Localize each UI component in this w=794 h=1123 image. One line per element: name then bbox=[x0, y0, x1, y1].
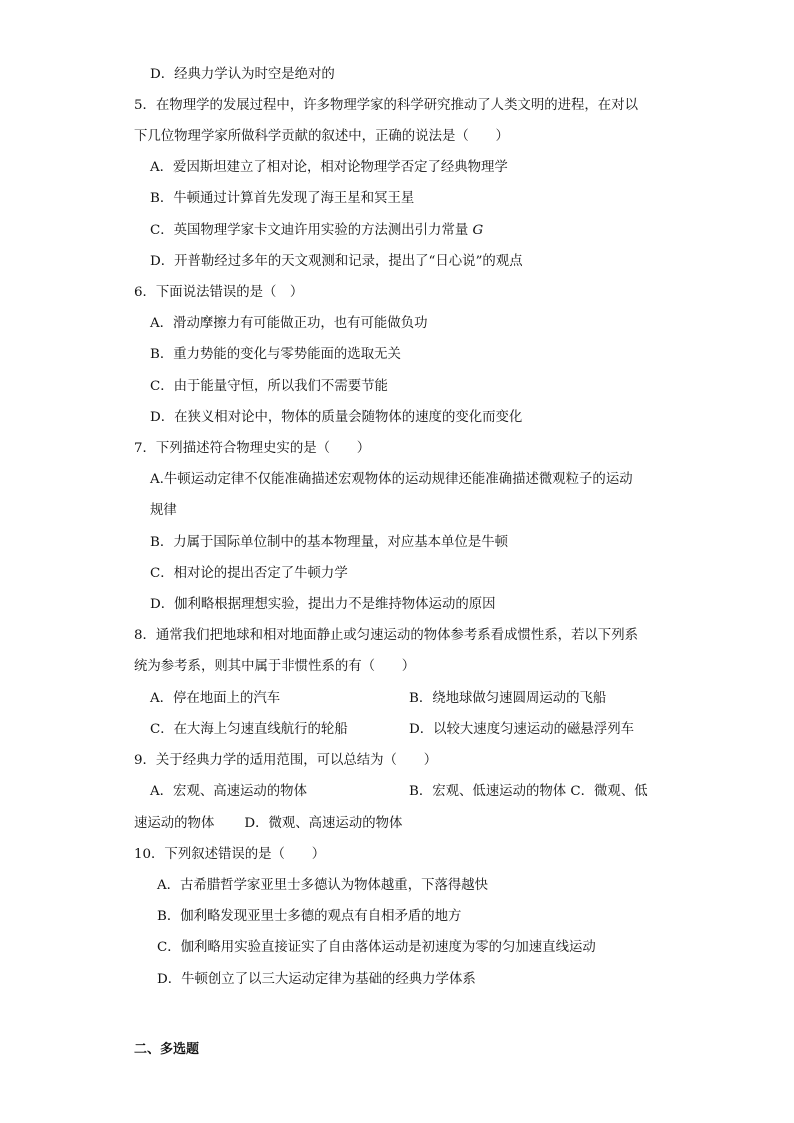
q7-option-b: B．力属于国际单位制中的基本物理量，对应基本单位是牛顿 bbox=[150, 535, 508, 550]
q5-option-d: D．开普勒经过多年的天文观测和记录，提出了“日心说”的观点 bbox=[150, 254, 523, 269]
q10-option-a: A．古希腊哲学家亚里士多德认为物体越重，下落得越快 bbox=[157, 878, 489, 893]
section-heading-multiple-choice: 二、多选题 bbox=[134, 1042, 200, 1057]
q4-option-d: D．经典力学认为时空是绝对的 bbox=[150, 67, 335, 82]
q9-option-a: A．宏观、高速运动的物体 bbox=[150, 784, 307, 799]
q9-option-c-part1: C．微观、低 bbox=[570, 784, 648, 799]
q6-option-b: B．重力势能的变化与零势能面的选取无关 bbox=[150, 347, 401, 362]
q7-option-a-line2: 规律 bbox=[150, 503, 177, 518]
q5-option-c-text: C．英国物理学家卡文迪许用实验的方法测出引力常量 bbox=[150, 223, 469, 238]
q5-stem-line1: 5．在物理学的发展过程中，许多物理学家的科学研究推动了人类文明的进程，在对以 bbox=[134, 98, 638, 113]
q7-option-d: D．伽利略根据理想实验，提出力不是维持物体运动的原因 bbox=[150, 597, 496, 612]
q8-option-c: C．在大海上匀速直线航行的轮船 bbox=[150, 722, 348, 737]
q8-stem-line1: 8．通常我们把地球和相对地面静止或匀速运动的物体参考系看成惯性系，若以下列系 bbox=[134, 628, 638, 643]
q6-option-a: A．滑动摩擦力有可能做正功，也有可能做负功 bbox=[150, 316, 428, 331]
q8-option-d: D．以较大速度匀速运动的磁悬浮列车 bbox=[409, 722, 634, 737]
q7-stem: 7．下列描述符合物理史实的是（ ） bbox=[134, 441, 371, 456]
q6-option-c: C．由于能量守恒，所以我们不需要节能 bbox=[150, 379, 388, 394]
q8-option-a: A．停在地面上的汽车 bbox=[150, 691, 281, 706]
q9-stem: 9．关于经典力学的适用范围，可以总结为（ ） bbox=[134, 753, 438, 768]
q5-stem-line2: 下几位物理学家所做科学贡献的叙述中，正确的说法是（ ） bbox=[134, 129, 509, 144]
q10-stem: 10．下列叙述错误的是（ ） bbox=[134, 847, 326, 862]
q5-option-c bbox=[150, 222, 483, 240]
q7-option-a-line1: A.牛顿运动定律不仅能准确描述宏观物体的运动规律还能准确描述微观粒子的运动 bbox=[150, 472, 633, 487]
q8-stem-line2: 统为参考系，则其中属于非惯性系的有（ ） bbox=[134, 659, 416, 674]
q5-option-b: B．牛顿通过计算首先发现了海王星和冥王星 bbox=[150, 191, 415, 206]
q9-option-bc-line bbox=[409, 783, 648, 801]
q6-option-d: D．在狭义相对论中，物体的质量会随物体的速度的变化而变化 bbox=[150, 410, 523, 425]
q9-option-d: D．微观、高速运动的物体 bbox=[244, 816, 403, 831]
q9-option-c-part2: 速运动的物体 bbox=[134, 816, 215, 831]
q10-option-b: B．伽利略发现亚里士多德的观点有自相矛盾的地方 bbox=[157, 909, 462, 924]
q8-option-b: B．绕地球做匀速圆周运动的飞船 bbox=[409, 691, 607, 706]
q7-option-c: C．相对论的提出否定了牛顿力学 bbox=[150, 566, 348, 581]
q9-option-b: B．宏观、低速运动的物体 bbox=[409, 784, 567, 799]
q10-option-c: C．伽利略用实验直接证实了自由落体运动是初速度为零的匀加速直线运动 bbox=[157, 940, 596, 955]
q9-continuation-line bbox=[134, 815, 402, 833]
q6-stem: 6．下面说法错误的是（ ） bbox=[134, 285, 304, 300]
q5-option-c-symbol: G bbox=[472, 223, 484, 238]
q5-option-a: A．爱因斯坦建立了相对论，相对论物理学否定了经典物理学 bbox=[150, 160, 508, 175]
q10-option-d: D．牛顿创立了以三大运动定律为基础的经典力学体系 bbox=[157, 972, 476, 987]
